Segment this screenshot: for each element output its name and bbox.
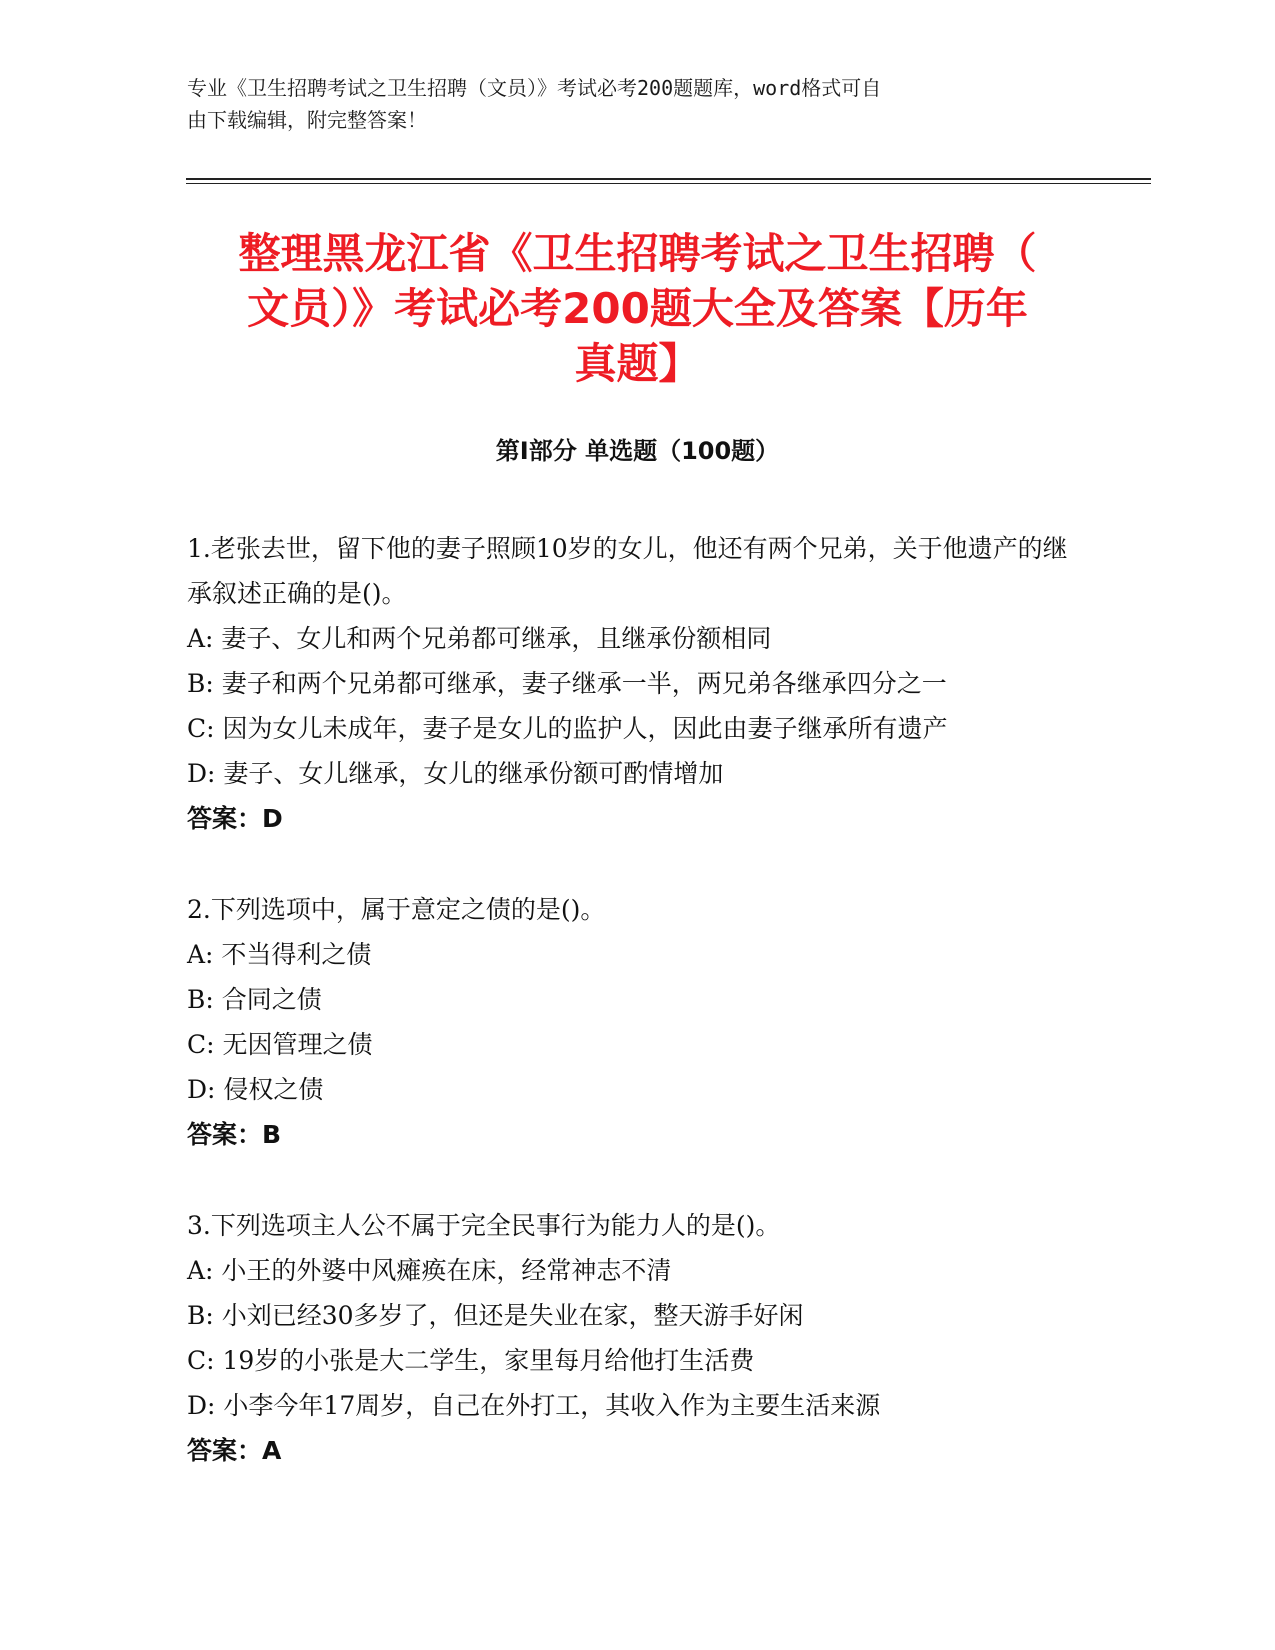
header-note-line: 专业《卫生招聘考试之卫生招聘（文员）》考试必考200题题库，word格式可自	[187, 76, 882, 100]
document-title-line: 整理黑龙江省《卫生招聘考试之卫生招聘（	[238, 229, 1037, 278]
question-stem: 2.下列选项中，属于意定之债的是()。	[187, 895, 606, 924]
header-note	[187, 72, 1067, 136]
question-stem: 3.下列选项主人公不属于完全民事行为能力人的是()。	[187, 1211, 781, 1240]
option-d: D: 侵权之债	[187, 1075, 324, 1104]
question-list	[187, 526, 1087, 1519]
answer: 答案：A	[187, 1436, 282, 1465]
question-1	[187, 526, 1087, 841]
header-note-line: 由下载编辑，附完整答案！	[187, 108, 427, 132]
answer: 答案：D	[187, 804, 283, 833]
document-title-line: 真题】	[574, 339, 701, 388]
option-d: D: 小李今年17周岁，自己在外打工，其收入作为主要生活来源	[187, 1391, 881, 1420]
document-title-line: 文员）》考试必考200题大全及答案【历年	[247, 284, 1028, 333]
option-b: B: 妻子和两个兄弟都可继承，妻子继承一半，两兄弟各继承四分之一	[187, 669, 947, 698]
option-c: C: 19岁的小张是大二学生，家里每月给他打生活费	[187, 1346, 755, 1375]
section-title: 第Ⅰ部分 单选题（100题）	[495, 437, 780, 465]
option-b: B: 小刘已经30多岁了，但还是失业在家，整天游手好闲	[187, 1301, 804, 1330]
document-title	[190, 226, 1085, 391]
option-b: B: 合同之债	[187, 985, 322, 1014]
header-divider	[186, 178, 1151, 180]
question-2	[187, 887, 1087, 1157]
answer: 答案：B	[187, 1120, 282, 1149]
question-3	[187, 1203, 1087, 1473]
option-d: D: 妻子、女儿继承，女儿的继承份额可酌情增加	[187, 759, 724, 788]
option-a: A: 妻子、女儿和两个兄弟都可继承，且继承份额相同	[187, 624, 772, 653]
header-divider	[186, 183, 1151, 184]
option-c: C: 无因管理之债	[187, 1030, 373, 1059]
option-c: C: 因为女儿未成年，妻子是女儿的监护人，因此由妻子继承所有遗产	[187, 714, 948, 743]
option-a: A: 不当得利之债	[187, 940, 372, 969]
option-a: A: 小王的外婆中风瘫痪在床，经常神志不清	[187, 1256, 672, 1285]
question-stem: 1.老张去世，留下他的妻子照顾10岁的女儿，他还有两个兄弟，关于他遗产的继承叙述正确的是()。	[187, 534, 1068, 608]
